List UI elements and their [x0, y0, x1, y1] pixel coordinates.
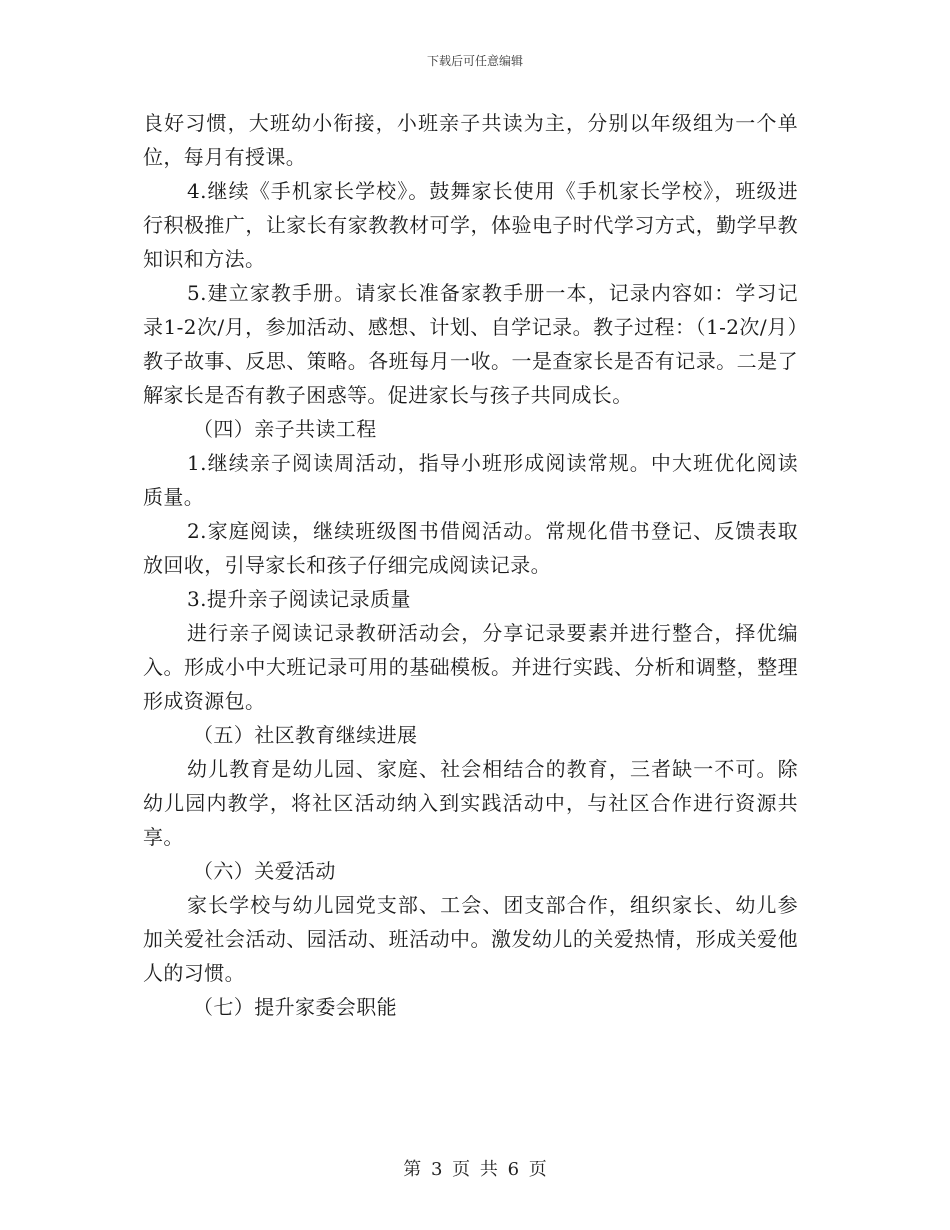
paragraph-reading-3: 3.提升亲子阅读记录质量 [187, 587, 411, 611]
section-heading-4: （四）亲子共读工程 [193, 417, 377, 441]
paragraph-community: 幼儿教育是幼儿园、家庭、社会相结合的教育，三者缺一不可。除幼儿园内教学，将社区活动纳入到实践活动中，与社区合作进行资源共享。 [143, 757, 798, 849]
document-body [143, 106, 798, 1024]
paragraph-reading-2: 2.家庭阅读，继续班级图书借阅活动。常规化借书登记、反馈表取放回收，引导家长和孩子仔细完成阅读记录。 [143, 519, 798, 577]
page-header: 下载后可任意编辑 [426, 54, 523, 68]
paragraph-reading-3-detail: 进行亲子阅读记录教研活动会，分享记录要素并进行整合，择优编入。形成小中大班记录可用的基础模板。并进行实践、分析和调整，整理形成资源包。 [143, 621, 798, 713]
paragraph-item-4: 4.继续《手机家长学校》。鼓舞家长使用《手机家长学校》，班级进行积极推广，让家长有家教教材可学，体验电子时代学习方式，勤学早教知识和方法。 [143, 179, 798, 271]
paragraph-continuation: 良好习惯，大班幼小衔接，小班亲子共读为主，分别以年级组为一个单位，每月有授课。 [143, 111, 798, 169]
section-heading-7: （七）提升家委会职能 [193, 995, 397, 1019]
paragraph-reading-1: 1.继续亲子阅读周活动，指导小班形成阅读常规。中大班优化阅读质量。 [143, 451, 798, 509]
paragraph-item-5: 5.建立家教手册。请家长准备家教手册一本，记录内容如：学习记录1-2次/月，参加活动、感想、计划、自学记录。教子过程：（1-2次/月）教子故事、反思、策略。各班每月一收。一是查家长是否有记录。二是了解家长是否有教子困惑等。促进家长与孩子共同成长。 [143, 281, 798, 407]
paragraph-care: 家长学校与幼儿园党支部、工会、团支部合作，组织家长、幼儿参加关爱社会活动、园活动、班活动中。激发幼儿的关爱热情，形成关爱他人的习惯。 [143, 893, 798, 985]
section-heading-5: （五）社区教育继续进展 [193, 723, 418, 747]
section-heading-6: （六）关爱活动 [193, 859, 336, 883]
page-footer: 第 3 页 共 6 页 [403, 1159, 547, 1180]
